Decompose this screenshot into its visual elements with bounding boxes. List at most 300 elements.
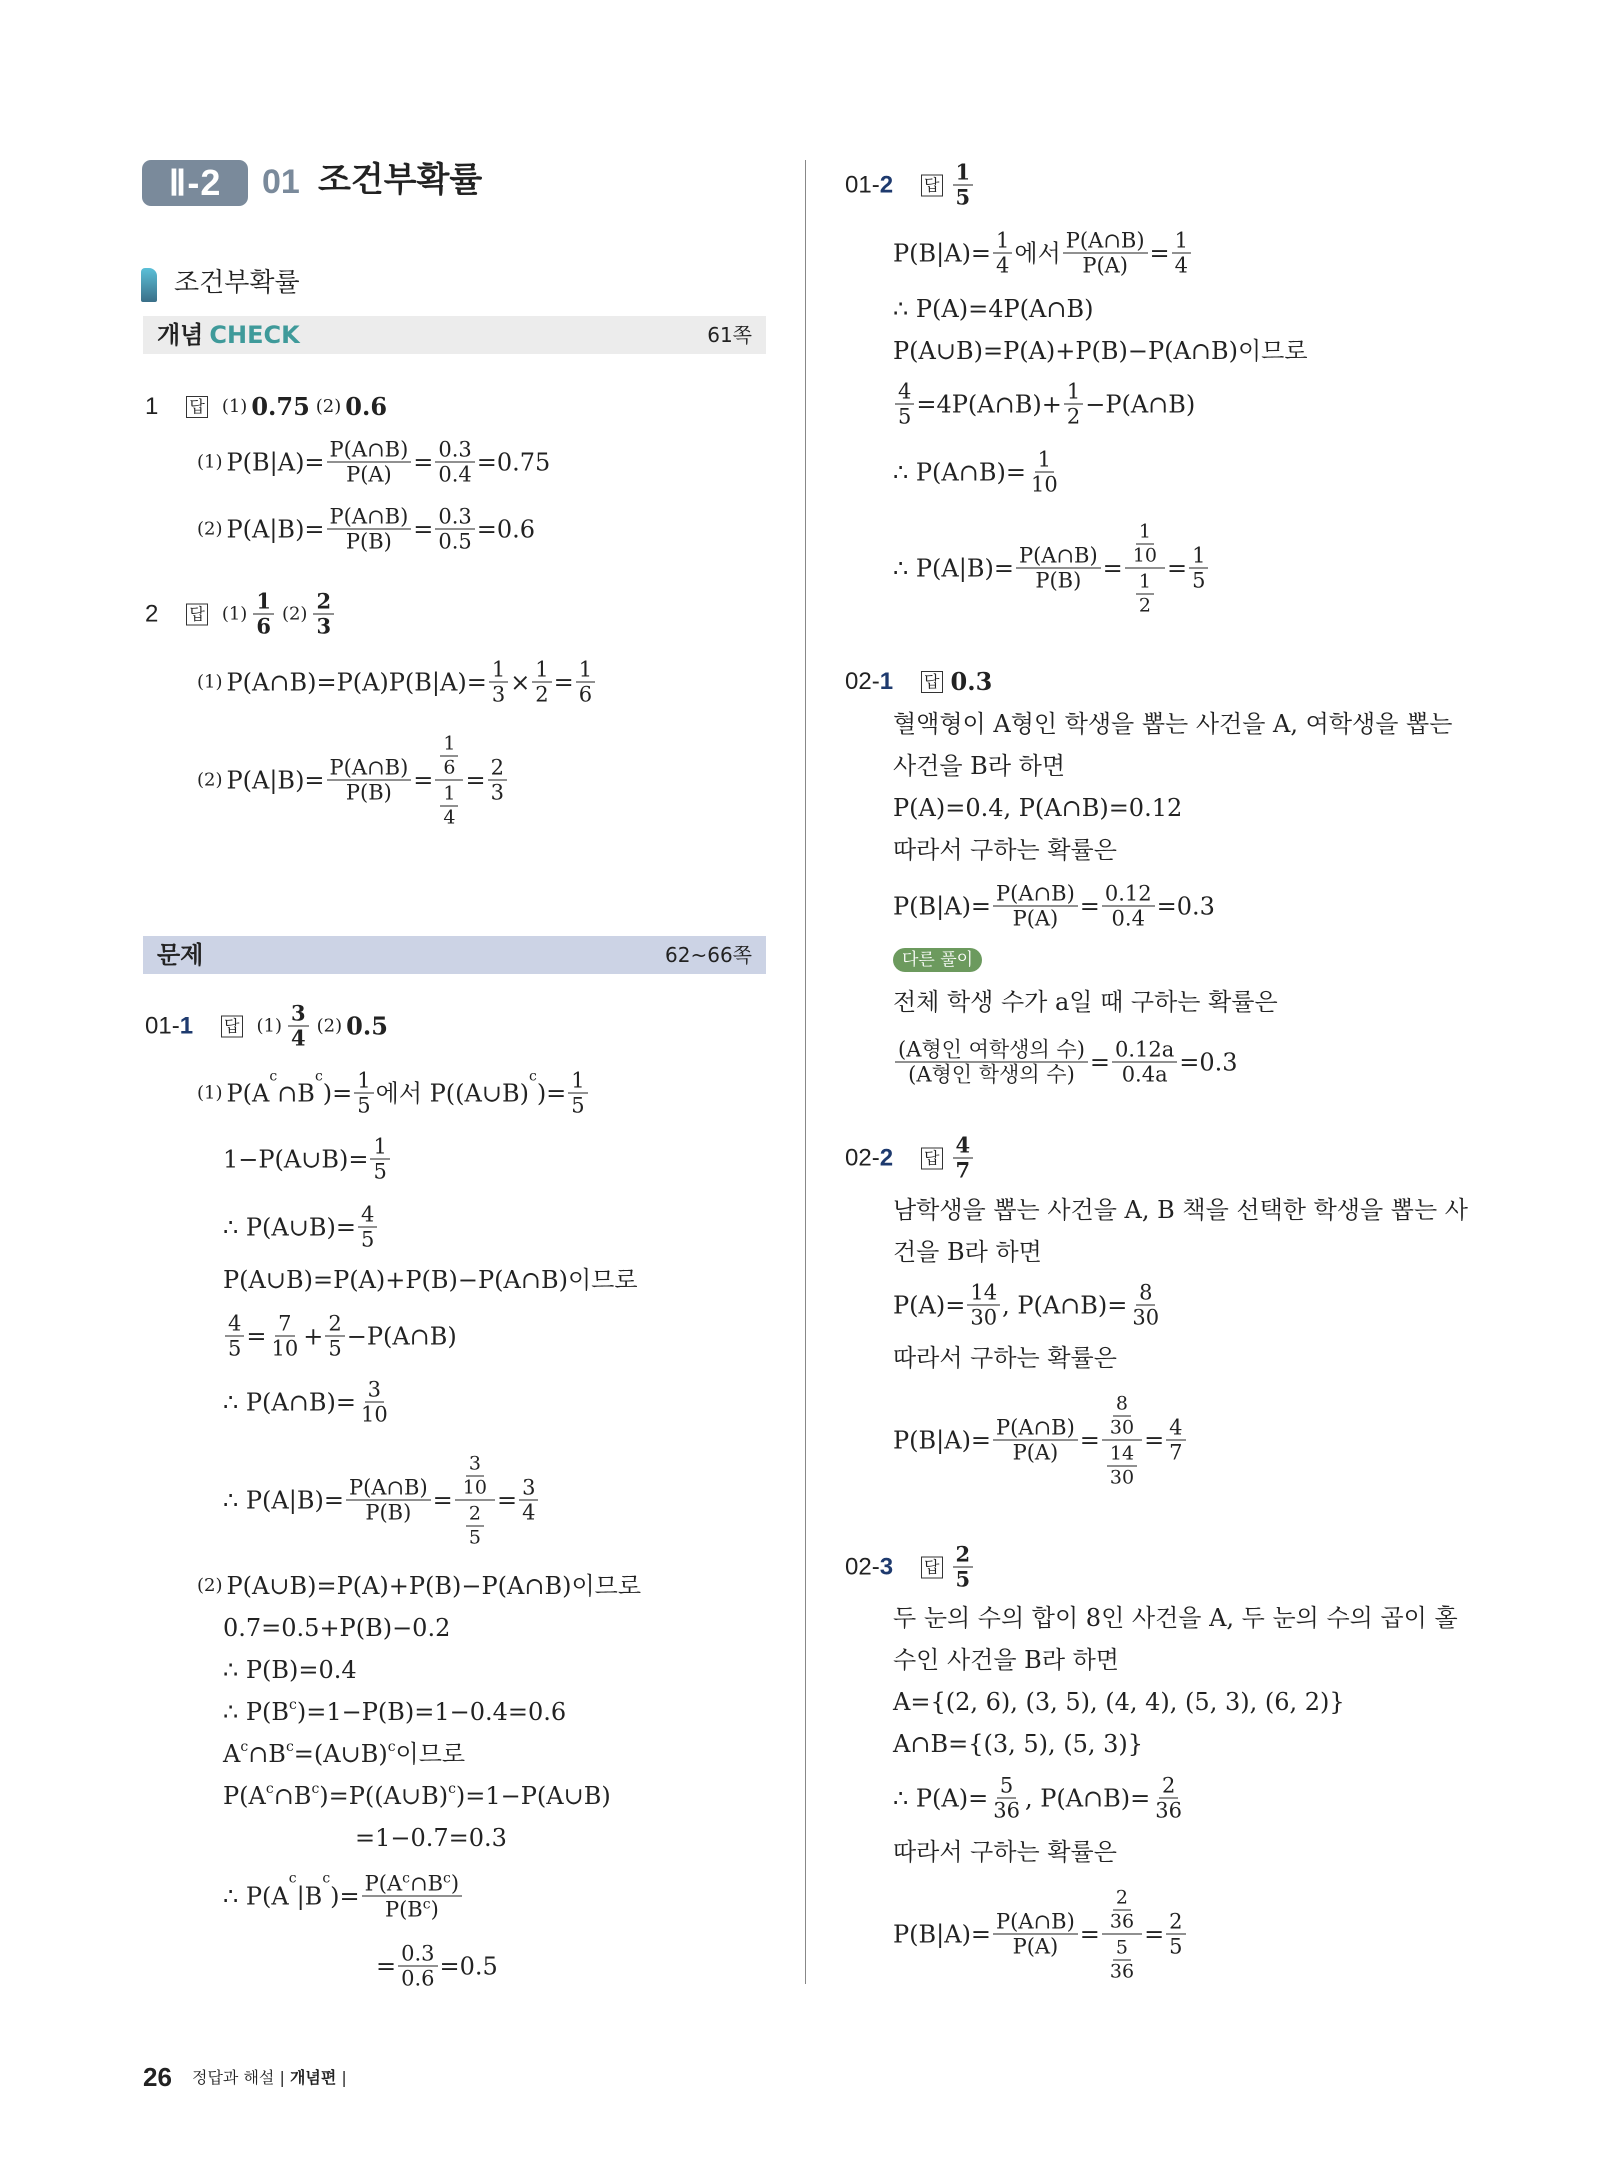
denominator (1166, 1935, 1185, 1958)
math-text: = (496, 1486, 518, 1514)
denominator (905, 1063, 1078, 1086)
math-text: 4 (228, 1311, 242, 1336)
math-text: = (1102, 554, 1123, 582)
math-text: = (553, 668, 574, 696)
math-text: 0.3 (438, 504, 472, 529)
numerator (568, 1070, 587, 1094)
numerator (466, 1504, 484, 1527)
math-text: 1 (1138, 520, 1151, 543)
concept-pages: 61쪽 (707, 323, 752, 347)
denominator (466, 1527, 484, 1549)
math-text: 1 (1066, 379, 1081, 404)
alt-solution-badge: 다른 풀이 (893, 948, 982, 972)
solution-line (893, 1730, 1143, 1758)
math-text: 따라서 구하는 확률은 (893, 836, 1117, 864)
fraction (1129, 1282, 1162, 1329)
bold-value: 4 (291, 1025, 306, 1051)
denominator (1119, 1063, 1171, 1086)
math-text: 4 (443, 806, 456, 829)
math-text: 0.4 (438, 462, 472, 487)
math-text: 3 (491, 682, 506, 707)
math-text: 2 (490, 755, 504, 780)
superscript: c (269, 1068, 278, 1085)
numerator (1159, 1775, 1178, 1799)
solution-line (355, 1824, 507, 1852)
fraction (1107, 1394, 1137, 1439)
solution-line (223, 1656, 357, 1684)
math-text: = (1144, 1426, 1165, 1454)
solution-line (223, 1782, 611, 1810)
numerator (1136, 572, 1154, 595)
denominator (313, 615, 334, 638)
numerator (1035, 449, 1054, 473)
math-text: 2 (1115, 1886, 1129, 1909)
solution-line (893, 1688, 1345, 1716)
solution-line (893, 883, 1215, 930)
bold-value: 0.5 (346, 1011, 388, 1040)
solution-line (893, 794, 1182, 822)
footer-sep: | (279, 2068, 285, 2087)
fraction (993, 1911, 1078, 1958)
solution-line (893, 1039, 1238, 1086)
denominator (1172, 254, 1191, 277)
math-text: 10 (271, 1336, 299, 1361)
problem-label-number: 1 (879, 668, 894, 695)
math-text: 1 (578, 657, 593, 682)
solution-line (223, 1204, 379, 1251)
numerator (466, 1454, 484, 1477)
math-text: 1 (373, 1134, 387, 1159)
denominator (990, 1799, 1023, 1822)
numerator (1136, 522, 1154, 545)
solution-line (376, 1943, 498, 1990)
numerator (576, 659, 595, 683)
math-text: 30 (970, 1305, 998, 1330)
math-text: ∴ P(B (223, 1698, 290, 1726)
superscript: c (265, 1781, 274, 1797)
math-text: =0.6 (476, 515, 536, 543)
math-text: 5 (468, 1526, 481, 1549)
solution-line (893, 710, 1452, 738)
fraction (358, 1204, 377, 1251)
fraction (953, 1541, 974, 1592)
denominator (1109, 907, 1148, 930)
math-text: 사건을 B라 하면 (893, 752, 1065, 780)
math-text: P(A∪B)=P(A)+P(B)−P(A∩B)이므로 (223, 1266, 638, 1294)
denominator (895, 405, 914, 428)
section-title: 조건부확률 (174, 268, 300, 298)
denominator (1032, 569, 1084, 592)
solution-line (223, 1452, 540, 1549)
item-number: (2) (281, 603, 308, 624)
math-text: 1 (571, 1068, 585, 1093)
denominator (953, 1159, 974, 1182)
math-text: 남학생을 뽑는 사건을 A, B 책을 선택한 학생을 뽑는 사 (893, 1196, 1468, 1224)
denominator (1102, 1441, 1142, 1489)
math-text: 전체 학생 수가 a일 때 구하는 확률은 (893, 988, 1278, 1016)
numerator (288, 1000, 309, 1027)
math-text: 5 (999, 1773, 1014, 1798)
numerator (993, 1417, 1078, 1441)
math-text: ) (430, 1897, 439, 1922)
denominator (358, 1403, 391, 1426)
math-text: 5 (328, 1336, 342, 1361)
numerator (1125, 520, 1165, 569)
math-text: P(A∪B)=P(A)+P(B)−P(A∩B)이므로 (226, 1572, 642, 1600)
math-text: 0.4 (1111, 906, 1145, 931)
math-text: 1 (443, 782, 456, 805)
math-text: 1 (1037, 447, 1052, 472)
math-text: 30 (1132, 1305, 1160, 1330)
solution-line (191, 506, 535, 553)
footer-text (192, 2068, 347, 2087)
bold-value: 3 (291, 1000, 306, 1026)
math-text: 1 (491, 657, 506, 682)
denominator (1107, 1961, 1137, 1983)
numerator (313, 588, 334, 615)
concept-check-bar (143, 316, 766, 354)
problem-pages: 62~66쪽 (665, 943, 752, 967)
problem-label: 02- (845, 1144, 880, 1171)
math-text: ∴ P(A|B)= (893, 554, 1014, 582)
math-text: −P(A∩B) (346, 1322, 457, 1350)
math-text: 10 (462, 1476, 487, 1499)
math-text: 14 (1109, 1442, 1135, 1465)
fraction (370, 1136, 389, 1183)
math-text: 4 (996, 253, 1010, 278)
denominator (461, 1501, 489, 1549)
math-text: 5 (1115, 1936, 1129, 1959)
math-text: 8 (1139, 1280, 1153, 1305)
math-text: ∴ P(A)=4P(A∩B) (893, 295, 1094, 323)
denominator (1107, 1911, 1137, 1933)
numerator (1166, 1911, 1185, 1935)
math-text: = (246, 1322, 267, 1350)
numerator (440, 734, 458, 757)
fraction (362, 1872, 462, 1921)
math-text: 0.3 (438, 437, 472, 462)
numerator (532, 659, 551, 683)
fraction (253, 588, 274, 639)
denominator (488, 781, 507, 804)
fraction (993, 883, 1078, 930)
math-text: ∴ P(A∩B)= (893, 458, 1026, 486)
fraction (532, 659, 551, 706)
numerator (365, 1379, 384, 1403)
math-text: )= (322, 1079, 353, 1107)
numerator (1172, 230, 1191, 254)
math-text: P(B|A)= (893, 1426, 992, 1454)
numerator (435, 506, 474, 530)
solution-line (191, 439, 550, 486)
fraction (1064, 381, 1083, 428)
numerator (488, 757, 507, 781)
item-number: (1) (221, 603, 248, 624)
problem-label: 01- (145, 1012, 180, 1039)
denominator (1129, 1306, 1162, 1329)
problem-bar (143, 936, 766, 974)
answer-box-icon: 답 (921, 671, 942, 693)
math-text: + (303, 1322, 324, 1350)
math-text: P(A) (1082, 253, 1128, 278)
problem-label: 문제 (157, 940, 204, 969)
math-text: , P(A∩B)= (1024, 1784, 1151, 1812)
math-text: P(B|A)= (893, 1920, 992, 1948)
numerator (1102, 1886, 1142, 1935)
solution-line (223, 1266, 638, 1294)
solution-line (893, 1646, 1119, 1674)
bold-value: 0.75 (251, 392, 310, 421)
numerator (1113, 1938, 1131, 1961)
solution-line (893, 1282, 1164, 1329)
math-group (365, 1872, 459, 1896)
denominator (343, 530, 395, 553)
fraction (489, 659, 508, 706)
denominator (532, 683, 551, 706)
superscript: c (422, 1896, 431, 1913)
bold-value: 5 (955, 184, 971, 210)
math-text: P(A (223, 1782, 266, 1810)
solution-line (893, 1238, 1042, 1266)
math-text: ∴ P(A∪B)= (223, 1213, 356, 1241)
bold-value: 6 (256, 613, 271, 639)
denominator (576, 683, 595, 706)
math-text: P(A∩B)=P(A)P(B|A)= (226, 668, 487, 696)
math-text: 2 (1169, 1909, 1183, 1934)
solution-line (893, 988, 1278, 1016)
math-text: 두 눈의 수의 합이 8인 사건을 A, 두 눈의 수의 곱이 홀 (893, 1604, 1458, 1632)
denominator (354, 1094, 373, 1117)
solution-line (893, 1775, 1187, 1822)
math-text: 1 (443, 732, 456, 755)
math-text: 6 (443, 756, 456, 779)
denominator (1152, 1799, 1185, 1822)
math-text: =4P(A∩B)+ (916, 390, 1062, 418)
numerator (275, 1313, 294, 1337)
math-text: 5 (571, 1093, 585, 1118)
fraction (1107, 1888, 1137, 1933)
math-text: |B (296, 1882, 323, 1910)
denominator (1010, 1441, 1062, 1464)
numerator (895, 381, 914, 405)
fraction (288, 1000, 309, 1051)
fraction (325, 1313, 344, 1360)
fraction (1166, 1417, 1185, 1464)
solution-line (893, 295, 1093, 323)
page-number: 26 (143, 2062, 172, 2092)
denominator (1166, 1441, 1185, 1464)
superscript: c (289, 1697, 297, 1713)
math-text: , P(A∩B)= (1002, 1291, 1128, 1319)
fraction (354, 1070, 373, 1117)
math-text: = (432, 1486, 453, 1514)
item-number: (1) (221, 396, 248, 417)
fraction (895, 1039, 1088, 1086)
math-text: 4 (522, 1500, 536, 1525)
item-number: (2) (316, 1015, 343, 1036)
superscript: c (314, 1068, 323, 1085)
item-number: (1) (197, 451, 223, 472)
fraction (1016, 545, 1101, 592)
math-text: 1 (535, 657, 549, 682)
math-text: P(A∩B) (329, 504, 409, 529)
math-text: 따라서 구하는 확률은 (893, 1838, 1117, 1866)
math-text: 2 (1138, 594, 1151, 617)
math-text: P(A∩B) (996, 1415, 1075, 1440)
math-text: 10 (1030, 472, 1058, 497)
solution-line (893, 752, 1065, 780)
fraction (327, 439, 412, 486)
bold-value: 7 (955, 1157, 971, 1183)
math-text: P(B) (345, 529, 392, 554)
solution-line (223, 1313, 457, 1360)
math-text: A={(2, 6), (3, 5), (4, 4), (5, 3), (6, 2)} (893, 1688, 1345, 1716)
denominator (1010, 1935, 1062, 1958)
chapter-number: 01 (262, 163, 300, 201)
section-marker-icon (141, 268, 157, 302)
math-text: P(B|A)= (893, 892, 992, 920)
bold-value: 2 (316, 588, 332, 614)
fraction (895, 381, 914, 428)
solution-line (223, 1740, 465, 1768)
fraction (993, 230, 1012, 277)
math-text: = (376, 1952, 397, 1980)
chapter-title: 조건부확률 (318, 160, 483, 200)
denominator (1102, 1935, 1142, 1983)
math-text: P(A|B)= (226, 766, 325, 794)
denominator (370, 1160, 389, 1183)
footer-part: 개념편 (289, 2068, 337, 2087)
math-text: ∴ P(A∩B)= (223, 1388, 356, 1416)
denominator (440, 807, 458, 829)
fraction (1102, 1886, 1142, 1983)
fraction (327, 757, 412, 804)
denominator (1189, 569, 1208, 592)
denominator (362, 1501, 414, 1524)
denominator (435, 463, 474, 486)
math-text: P(A∩B) (329, 437, 409, 462)
answer-box-icon: 답 (921, 1556, 942, 1578)
numerator (440, 784, 458, 807)
item-number: (1) (197, 671, 223, 692)
solution-line (893, 1838, 1117, 1866)
math-text: 4 (1174, 253, 1188, 278)
problem-label: 02- (845, 1553, 880, 1580)
fraction (953, 159, 974, 210)
numerator (489, 659, 508, 683)
answer-box-icon: 답 (221, 1015, 242, 1037)
problem-label-number: 2 (879, 1144, 894, 1171)
math-text: 7 (278, 1311, 292, 1336)
math-text: 0.7=0.5+P(B)−0.2 (223, 1614, 451, 1642)
numerator (1136, 1282, 1155, 1306)
numerator (993, 230, 1012, 254)
bold-value: 1 (256, 588, 271, 614)
numerator (1102, 1392, 1142, 1441)
fraction (990, 1775, 1023, 1822)
denominator (1136, 595, 1154, 617)
solution-line (223, 1698, 566, 1726)
math-text: P(A (226, 1079, 270, 1107)
denominator (358, 1228, 377, 1251)
solution-line (223, 1614, 450, 1642)
numerator (354, 1070, 373, 1094)
item-number: (2) (197, 1575, 223, 1596)
denominator (1064, 405, 1083, 428)
math-text: P(B) (365, 1500, 412, 1525)
solution-line (223, 1379, 393, 1426)
denominator (519, 1501, 538, 1524)
math-text: ∩B (273, 1782, 312, 1810)
denominator (343, 781, 395, 804)
fraction (327, 506, 412, 553)
math-text: P(A∪B)=P(A)+P(B)−P(A∩B)이므로 (893, 337, 1308, 365)
bold-value: 0.6 (345, 392, 388, 421)
math-text: = (413, 766, 434, 794)
fraction (435, 506, 474, 553)
numerator (993, 883, 1078, 907)
numerator (1063, 230, 1148, 254)
problem-label-number: 1 (179, 1012, 194, 1039)
numerator (895, 1039, 1088, 1063)
fraction (1130, 522, 1160, 567)
math-text: 3 (490, 780, 504, 805)
math-text: 따라서 구하는 확률은 (893, 1344, 1117, 1372)
math-text: 0.3 (401, 1941, 435, 1966)
superscript: c (387, 1739, 396, 1755)
math-text: ) (450, 1871, 460, 1896)
denominator (288, 1027, 309, 1050)
math-text: )=1−P(A∪B) (455, 1782, 611, 1810)
solution-line (893, 230, 1193, 277)
math-text: 이므로 (395, 1740, 466, 1768)
solution-line (191, 659, 597, 706)
math-text: 0.4a (1121, 1062, 1168, 1087)
numerator (967, 1282, 1000, 1306)
math-text: 30 (1109, 1416, 1135, 1439)
problem-label: 2 (145, 600, 159, 627)
math-text: )=P((A∪B) (319, 1782, 449, 1810)
denominator (993, 254, 1012, 277)
math-text: 5 (898, 404, 912, 429)
math-text: = (1089, 1048, 1111, 1076)
numerator (253, 588, 274, 615)
math-text: P(A) (1012, 1440, 1059, 1465)
bold-value: 5 (955, 1566, 971, 1592)
math-text: = (1166, 554, 1188, 582)
denominator (268, 1337, 301, 1360)
fraction (455, 1452, 495, 1549)
fraction (576, 659, 595, 706)
bold-value: 1 (955, 159, 971, 185)
problem-label-number: 3 (879, 1553, 894, 1580)
math-text: 36 (1109, 1960, 1135, 1983)
superscript: c (528, 1068, 537, 1085)
numerator (519, 1477, 538, 1501)
superscript: c (240, 1739, 249, 1755)
superscript: c (288, 1870, 297, 1887)
math-text: 0.12 (1104, 881, 1152, 906)
math-text: = (1149, 239, 1170, 267)
solution-line (845, 1132, 975, 1183)
superscript: c (448, 1781, 456, 1797)
solution-line (191, 1572, 641, 1600)
math-text: A∩B={(3, 5), (5, 3)} (893, 1730, 1144, 1758)
math-text: ∩B (248, 1740, 286, 1768)
math-text: 혈액형이 A형인 학생을 뽑는 사건을 A, 여학생을 뽑는 (893, 710, 1453, 738)
math-text: A (223, 1740, 241, 1768)
denominator (1028, 473, 1061, 496)
